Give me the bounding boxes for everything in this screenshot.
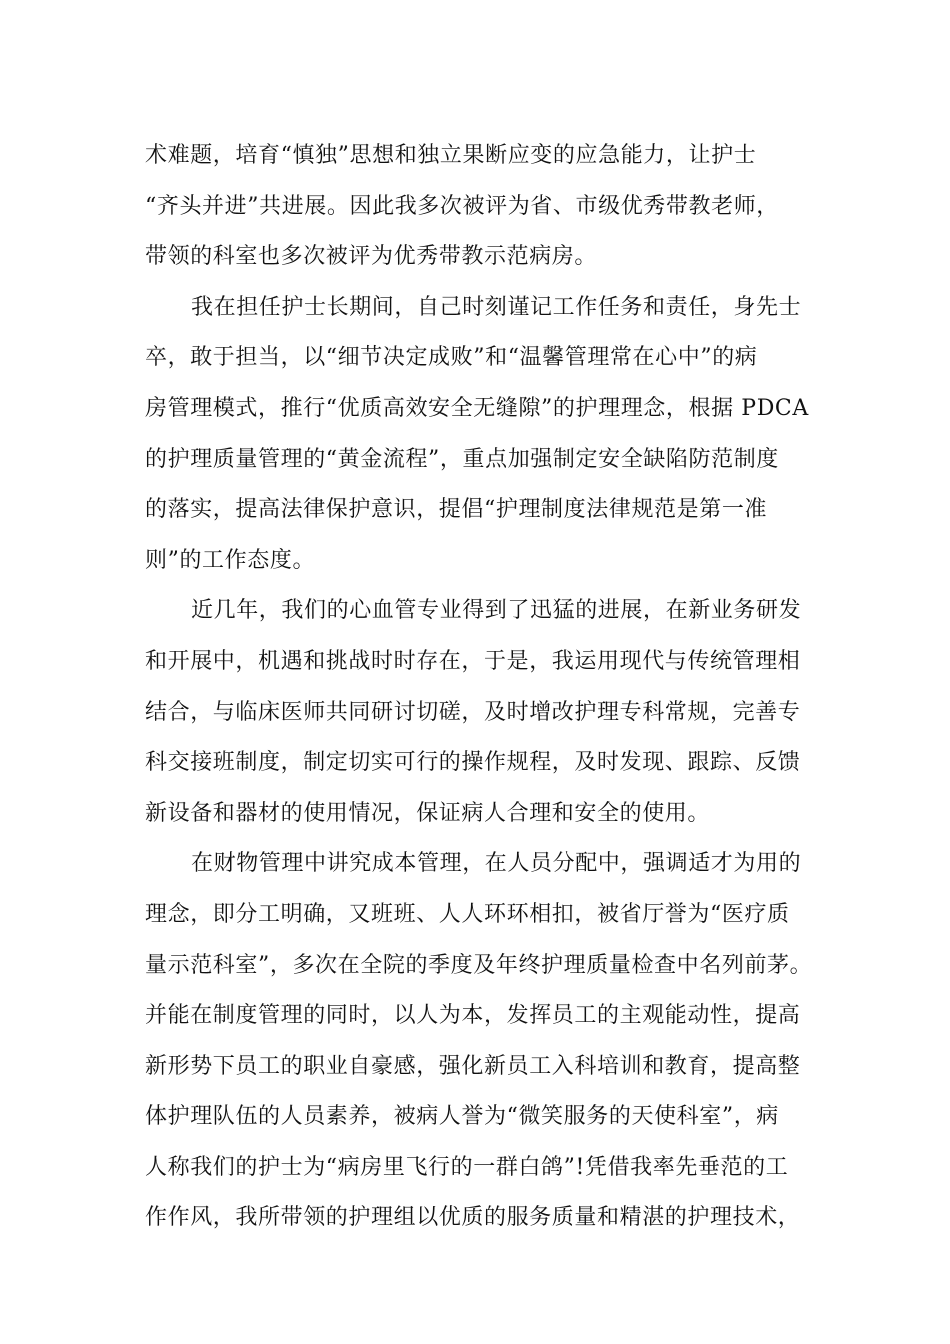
text-line: 人称我们的护士为“病房里飞行的一群白鸽”!凭借我率先垂范的工	[145, 1154, 789, 1180]
text-line: 作作风，我所带领的护理组以优质的服务质量和精湛的护理技术，	[145, 1205, 801, 1231]
text-line: 则”的工作态度。	[145, 547, 316, 573]
paragraph-start-line: 在财物管理中讲究成本管理，在人员分配中，强调适才为用的	[191, 851, 802, 877]
text-line: 的护理质量管理的“黄金流程”，重点加强制定安全缺陷防范制度	[145, 446, 779, 472]
text-line: 术难题，培育“慎独”思想和独立果断应变的应急能力，让护士	[145, 143, 757, 168]
text-line: 和开展中，机遇和挑战时时存在，于是，我运用现代与传统管理相	[145, 648, 801, 674]
text-line: 结合，与临床医师共同研讨切磋，及时增改护理专科常规，完善专	[145, 699, 801, 725]
text-line: “齐头并进”共进展。因此我多次被评为省、市级优秀带教老师，	[145, 193, 779, 219]
text-line: 科交接班制度，制定切实可行的操作规程，及时发现、跟踪、反馈	[145, 750, 801, 776]
text-line: 新设备和器材的使用情况，保证病人合理和安全的使用。	[145, 800, 711, 826]
text-line: 理念，即分工明确，又班班、人人环环相扣，被省厅誉为“医疗质	[145, 901, 790, 927]
paragraph-start-line: 近几年，我们的心血管专业得到了迅猛的进展，在新业务研发	[191, 598, 802, 624]
paragraph-start-line: 我在担任护士长期间，自己时刻谨记工作任务和责任，身先士	[191, 294, 802, 320]
text-line: 卒，敢于担当，以“细节决定成败”和“温馨管理常在心中”的病	[145, 345, 758, 371]
document-body	[145, 131, 825, 1244]
text-line: 体护理队伍的人员素养，被病人誉为“微笑服务的天使科室”，病	[145, 1104, 779, 1130]
text-line: 带领的科室也多次被评为优秀带教示范病房。	[145, 244, 598, 270]
text-line: 并能在制度管理的同时，以人为本，发挥员工的主观能动性，提高	[145, 1003, 801, 1029]
text-line: 房管理模式，推行“优质高效安全无缝隙”的护理理念，根据 PDCA	[145, 395, 809, 421]
text-line: 的落实，提高法律保护意识，提倡“护理制度法律规范是第一准	[145, 497, 768, 523]
text-line: 新形势下员工的职业自豪感，强化新员工入科培训和教育，提高整	[145, 1053, 801, 1079]
text-line: 量示范科室”，多次在全院的季度及年终护理质量检查中名列前茅。	[145, 952, 813, 978]
